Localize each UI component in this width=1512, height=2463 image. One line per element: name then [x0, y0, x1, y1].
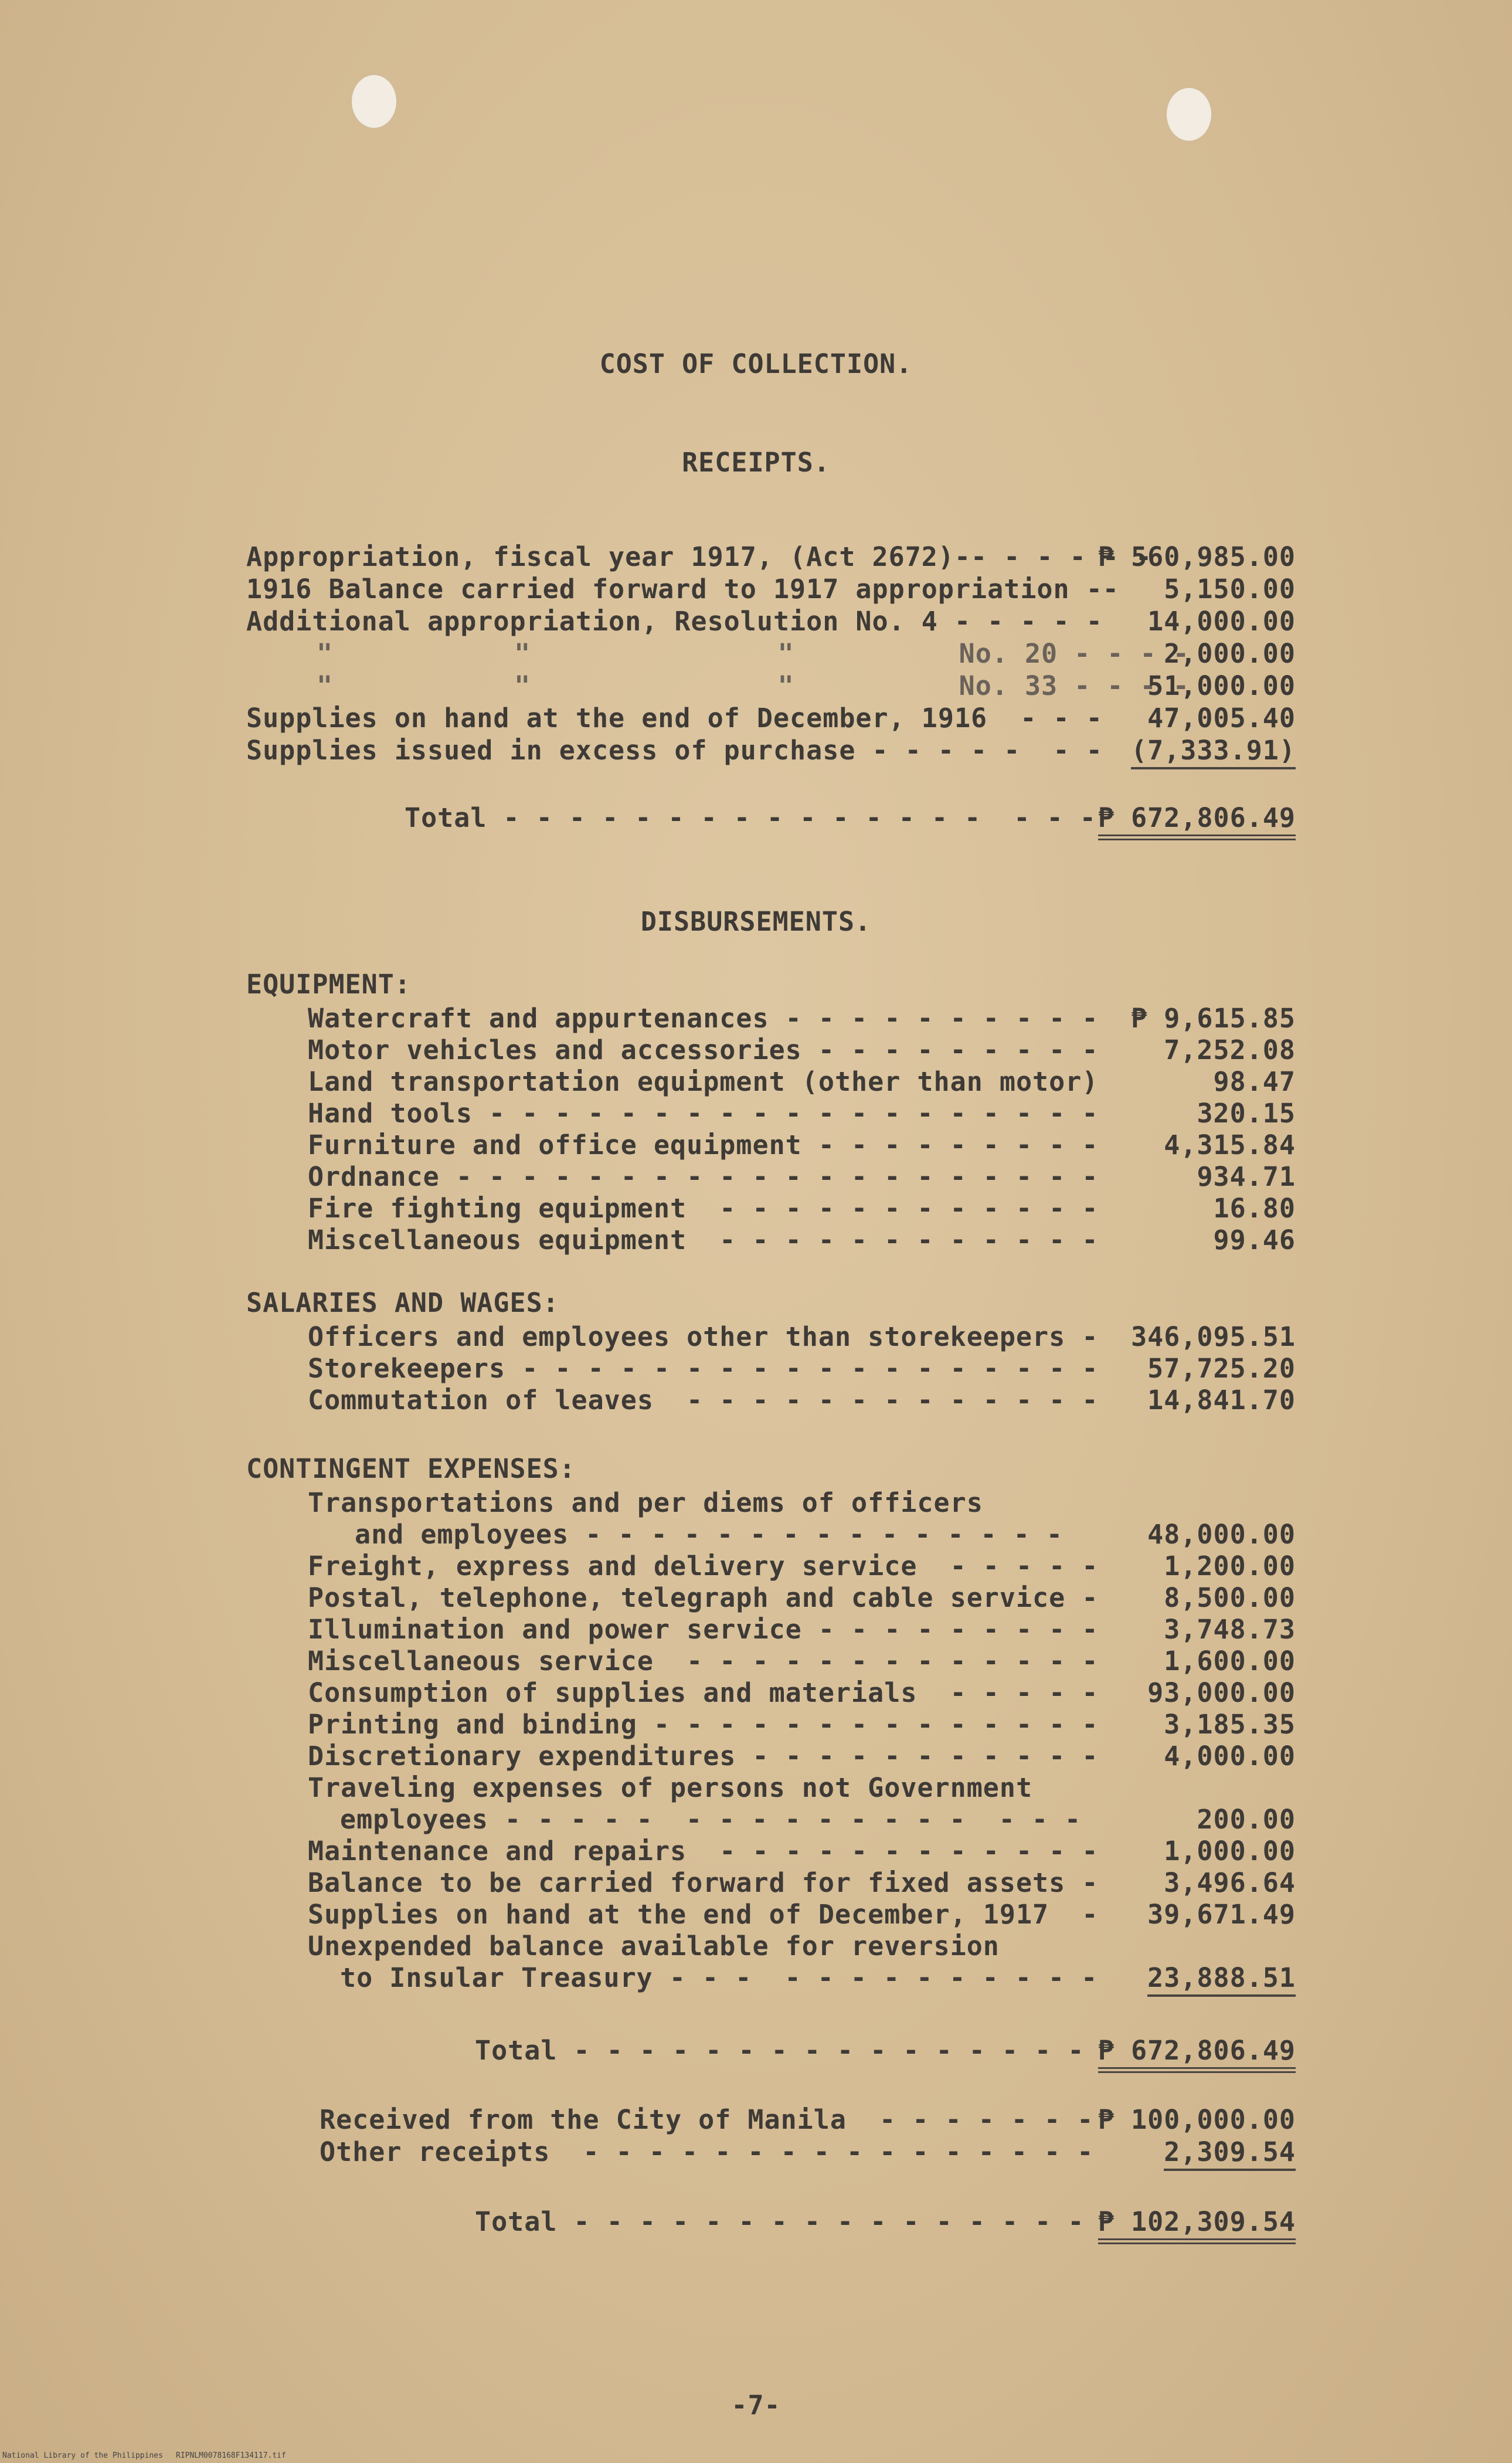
equipment-row-amount: ₱ 9,615.85 — [1131, 1003, 1296, 1034]
contingent-row-amount: 93,000.00 — [1147, 1677, 1296, 1708]
salaries-row-label: Commutation of leaves - - - - - - - - - - - - - — [308, 1385, 1099, 1416]
contingent-row-label: Unexpended balance available for reversion — [308, 1931, 1000, 1962]
contingent-row-amount: 48,000.00 — [1147, 1519, 1296, 1550]
contingent-row-label: Freight, express and delivery service - - - - - — [308, 1551, 1099, 1582]
salaries-row-amount: 14,841.70 — [1147, 1385, 1296, 1416]
contingent-row-label: and employees - - - - - - - - - - - - - - - — [355, 1519, 1063, 1550]
receipts-total-amount: ₱ 672,806.49 — [1098, 802, 1296, 840]
receipt-row-label: Additional appropriation, Resolution No. 4 - - - - - — [246, 606, 1103, 637]
receipt-row-label: 1916 Balance carried forward to 1917 appropriation -- — [246, 574, 1119, 605]
receipt-row-label: Appropriation, fiscal year 1917, (Act 2672)-- - - - - - — [246, 541, 1153, 572]
contingent-row-label: Illumination and power service - - - - - - - - - — [308, 1614, 1099, 1645]
contingent-row-label: Consumption of supplies and materials - - - - - — [308, 1677, 1099, 1708]
receipt-row-amount: 2,000.00 — [1164, 638, 1296, 669]
equipment-heading: EQUIPMENT: — [246, 969, 411, 1000]
contingent-row-label: Transportations and per diems of officers — [308, 1487, 983, 1518]
equipment-row-label: Fire fighting equipment - - - - - - - - - - - - — [308, 1193, 1099, 1224]
contingent-heading: CONTINGENT EXPENSES: — [246, 1453, 576, 1484]
disbursements-total-label: Total - - - - - - - - - - - - - - - - — [475, 2035, 1085, 2066]
disbursements-total-wrap — [1026, 2035, 1296, 2067]
receipt-row-amount: (7,333.91) — [1131, 735, 1296, 769]
contingent-row-amount: 39,671.49 — [1147, 1899, 1296, 1930]
contingent-row-amount: 200.00 — [1197, 1804, 1296, 1835]
equipment-row-amount: 16.80 — [1213, 1193, 1296, 1224]
equipment-row-label: Furniture and office equipment - - - - - - - - - — [308, 1129, 1099, 1161]
equipment-row-amount: 7,252.08 — [1164, 1034, 1296, 1066]
salaries-row-amount: 57,725.20 — [1147, 1353, 1296, 1384]
equipment-row-label: Miscellaneous equipment - - - - - - - - - - - - — [308, 1224, 1099, 1256]
contingent-row-label: Printing and binding - - - - - - - - - - - - - - — [308, 1709, 1099, 1740]
contingent-row-label: Miscellaneous service - - - - - - - - - - - - - — [308, 1646, 1099, 1677]
contingent-row-amount: 1,200.00 — [1164, 1551, 1296, 1582]
contingent-row-amount: 3,748.73 — [1164, 1614, 1296, 1645]
receipt-row-amount: 47,005.40 — [1147, 703, 1296, 734]
other-total-label: Total - - - - - - - - - - - - - - - - — [475, 2206, 1085, 2237]
other-row-amount: 2,309.54 — [1164, 2136, 1296, 2171]
equipment-row-amount: 98.47 — [1213, 1066, 1296, 1097]
contingent-row-amount: 4,000.00 — [1164, 1741, 1296, 1772]
equipment-row-amount: 99.46 — [1213, 1224, 1296, 1256]
salaries-heading: SALARIES AND WAGES: — [246, 1287, 559, 1318]
receipt-row-amount: ₱ 560,985.00 — [1098, 541, 1296, 572]
receipt-row-label: " " " No. 33 - - - - — [317, 670, 1190, 701]
salaries-row-label: Officers and employees other than storekeepers - — [308, 1321, 1099, 1352]
contingent-row-label: Balance to be carried forward for fixed assets - — [308, 1867, 1099, 1898]
page-number: -7- — [731, 2390, 781, 2421]
disbursements-heading: DISBURSEMENTS. — [640, 906, 872, 937]
footer-file-name: RIPNLM0078168F134117.tif — [176, 2451, 286, 2460]
contingent-row-amount: 23,888.51 — [1147, 1962, 1296, 1997]
receipt-row-amount: 5,150.00 — [1164, 574, 1296, 605]
salaries-row-label: Storekeepers - - - - - - - - - - - - - - - - - - — [308, 1353, 1099, 1384]
receipts-heading: RECEIPTS. — [682, 447, 830, 478]
salaries-row-amount: 346,095.51 — [1131, 1321, 1296, 1352]
contingent-row-label: Postal, telephone, telegraph and cable service - — [308, 1582, 1099, 1613]
contingent-row-label: Discretionary expenditures - - - - - - - - - - - — [308, 1741, 1099, 1772]
receipt-row-amount-wrap — [1026, 735, 1296, 766]
equipment-row-amount: 320.15 — [1197, 1098, 1296, 1129]
page-title: COST OF COLLECTION. — [599, 348, 913, 379]
other-row-label: Other receipts - - - - - - - - - - - - - - - - — [320, 2136, 1094, 2167]
contingent-row-label: Supplies on hand at the end of December, 1917 - — [308, 1899, 1099, 1930]
contingent-row-amount: 3,496.64 — [1164, 1867, 1296, 1898]
contingent-row-label: Maintenance and repairs - - - - - - - - - - - - — [308, 1836, 1099, 1867]
punch-hole-left — [352, 75, 396, 128]
footer-library-credit: National Library of the Philippines — [2, 2451, 163, 2460]
contingent-row-amount: 8,500.00 — [1164, 1582, 1296, 1613]
receipt-row-label: Supplies on hand at the end of December, 1916 - - - — [246, 703, 1103, 734]
other-row-amount: ₱ 100,000.00 — [1098, 2104, 1296, 2135]
other-total-wrap — [1026, 2206, 1296, 2238]
other-total-amount: ₱ 102,309.54 — [1098, 2206, 1296, 2244]
other-amount-wrap — [1026, 2136, 1296, 2168]
equipment-row-label: Land transportation equipment (other than motor) — [308, 1066, 1099, 1097]
receipts-total-wrap — [1026, 802, 1296, 834]
receipts-total-label: Total - - - - - - - - - - - - - - - - - - — [405, 802, 1096, 833]
disbursements-total-amount: ₱ 672,806.49 — [1098, 2035, 1296, 2073]
receipt-row-amount: 51,000.00 — [1147, 670, 1296, 701]
receipt-row-label: " " " No. 20 - - - - — [317, 638, 1190, 669]
contingent-row-amount: 1,000.00 — [1164, 1836, 1296, 1867]
other-row-label: Received from the City of Manila - - - - - - - — [320, 2104, 1094, 2135]
equipment-row-amount: 4,315.84 — [1164, 1129, 1296, 1161]
contingent-row-amount: 3,185.35 — [1164, 1709, 1296, 1740]
equipment-row-amount: 934.71 — [1197, 1161, 1296, 1192]
contingent-amount-wrap — [1026, 1962, 1296, 1994]
receipt-row-label: Supplies issued in excess of purchase - - - - - - - — [246, 735, 1103, 766]
contingent-row-label: Traveling expenses of persons not Government — [308, 1772, 1033, 1803]
punch-hole-right — [1167, 88, 1211, 141]
equipment-row-label: Motor vehicles and accessories - - - - - - - - - — [308, 1034, 1099, 1066]
contingent-row-label: employees - - - - - - - - - - - - - - - - - — [340, 1804, 1082, 1835]
contingent-row-amount: 1,600.00 — [1164, 1646, 1296, 1677]
equipment-row-label: Hand tools - - - - - - - - - - - - - - - - - - - — [308, 1098, 1099, 1129]
contingent-row-label: to Insular Treasury - - - - - - - - - - - - - — [340, 1962, 1098, 1993]
equipment-row-label: Watercraft and appurtenances - - - - - - - - - - — [308, 1003, 1099, 1034]
receipt-row-amount: 14,000.00 — [1147, 606, 1296, 637]
equipment-row-label: Ordnance - - - - - - - - - - - - - - - - - - - - — [308, 1161, 1099, 1192]
